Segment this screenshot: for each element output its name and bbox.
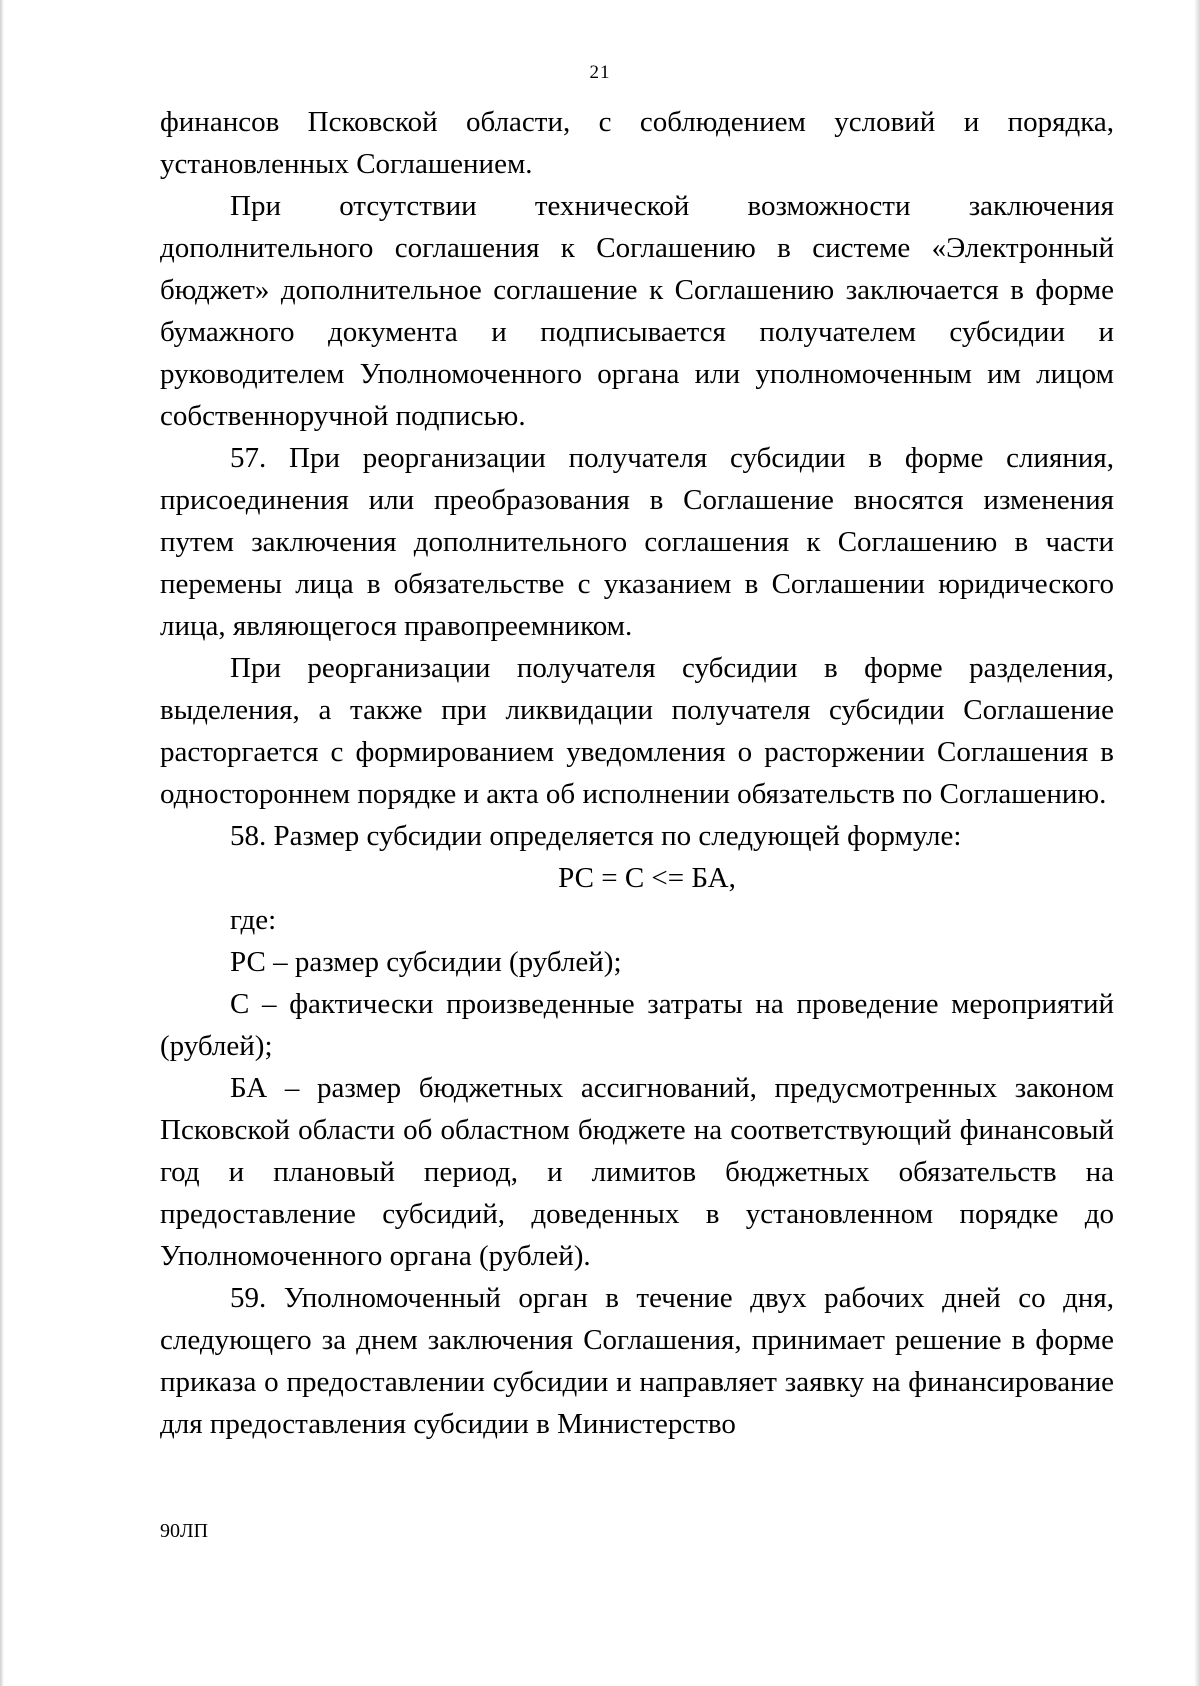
- page-number: 21: [589, 62, 611, 83]
- subsidy-formula: РС = С <= БА,: [558, 862, 736, 894]
- where-label: где:: [230, 904, 277, 936]
- definition-ba: БА – размер бюджетных ассигнований, предусмотренных законом Псковской области об областном бюджете на соответствующий финансовый год и плановый период, и лимитов бюджетных обязательств на предоставление субсидий, доведенных в установленном порядке до Уполномоченного органа (рублей).: [160, 1072, 1114, 1272]
- scan-edge-right: [1194, 0, 1200, 1686]
- paragraph-reorganization-division: При реорганизации получателя субсидии в форме разделения, выделения, а также при ликвидации получателя субсидии Соглашение расторгается с формированием уведомления о расторжении Соглашения в одностороннем порядке и акта об исполнении обязательств по Соглашению.: [160, 652, 1114, 810]
- paragraph-59: 59. Уполномоченный орган в течение двух рабочих дней со дня, следующего за днем заключения Соглашения, принимает решение в форме приказа о предоставлении субсидии и направляет заявку на финансирование для предоставления субсидии в Министерство: [160, 1282, 1114, 1440]
- definition-c: С – фактически произведенные затраты на проведение мероприятий (рублей);: [160, 988, 1114, 1062]
- paragraph-57: 57. При реорганизации получателя субсидии в форме слияния, присоединения или преобразования в Соглашение вносятся изменения путем заключения дополнительного соглашения к Соглашению в части перемены лица в обязательстве с указанием в Соглашении юридического лица, являющегося правопреемником.: [160, 442, 1114, 642]
- definition-rs: РС – размер субсидии (рублей);: [230, 946, 622, 978]
- document-body: [160, 101, 1114, 1445]
- paragraph-continuation: финансов Псковской области, с соблюдением условий и порядка, установленных Соглашением.: [160, 106, 1114, 180]
- footer-document-code: 90ЛП: [160, 1520, 209, 1542]
- paragraph-no-technical-possibility: При отсутствии технической возможности заключения дополнительного соглашения к Соглашению в системе «Электронный бюджет» дополнительное соглашение к Соглашению заключается в форме бумажного документа и подписывается получателем субсидии и руководителем Уполномоченного органа или уполномоченным им лицом собственноручной подписью.: [160, 190, 1114, 432]
- scan-edge-left: [0, 0, 4, 1686]
- paragraph-58: 58. Размер субсидии определяется по следующей формуле:: [230, 820, 962, 852]
